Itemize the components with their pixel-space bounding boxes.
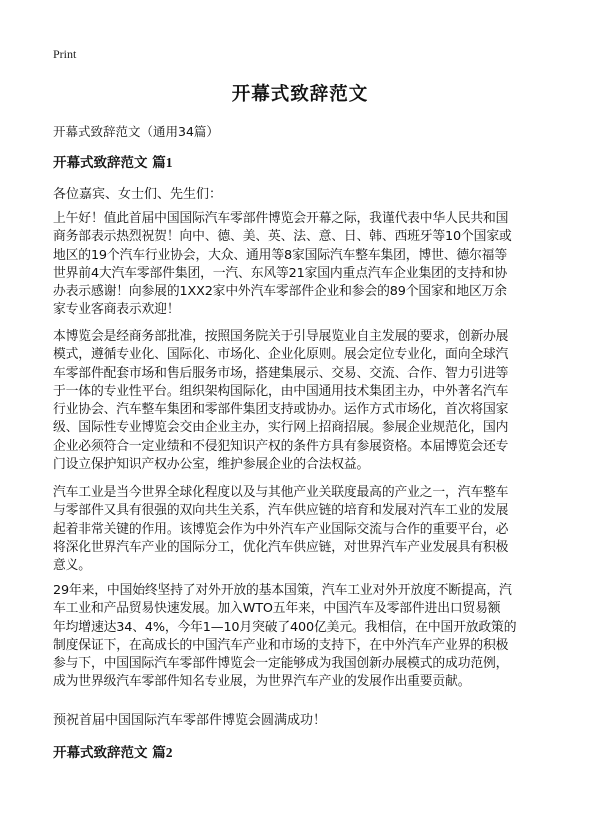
paragraph-line: 行业协会、汽车整车集团和零部件集团支持或协办。运作方式市场化，首次将国家 [53,402,509,418]
paragraph-2 [53,328,553,474]
paragraph-line: 汽车工业是当今世界全球化程度以及与其他产业关联度最高的产业之一，汽车整车 [53,485,509,500]
document-subtitle: 开幕式致辞范文（通用34篇） [53,124,219,139]
paragraph-1 [53,210,553,320]
greeting-line: 各位嘉宾、女士们、先生们： [53,187,223,202]
closing-line: 预祝首届中国国际汽车零部件博览会圆满成功！ [53,713,327,728]
paragraph-line: 上午好！值此首届中国国际汽车零部件博览会开幕之际，我谨代表中华人民共和国 [53,211,509,226]
paragraph-3 [53,484,553,575]
section-heading-2 [53,741,172,761]
paragraph-line: 车工业和产品贸易快速发展。加入WTO五年来，中国汽车及零部件进出口贸易额 [53,601,501,617]
print-label[interactable]: Print [53,47,77,61]
paragraph-line: 与零部件又具有很强的双向共生关系，汽车供应链的培育和发展对汽车工业的发展 [53,503,509,519]
paragraph-line: 本博览会是经商务部批准，按照国务院关于引导展览业自主发展的要求，创新办展 [53,329,509,344]
paragraph-line: 企业必须符合一定业绩和不侵犯知识产权的条件方具有参展资格。本届博览会还专 [53,438,509,454]
paragraph-line: 起着非常关键的作用。该博览会作为中外汽车产业国际交流与合作的重要平台，必 [53,521,509,537]
paragraph-line: 模式，遵循专业化、国际化、市场化、企业化原则。展会定位专业化，面向全球汽 [53,347,509,363]
section-heading-text: 开幕式致辞范文 篇 [53,745,166,761]
paragraph-line: 年均增速达34、4%，今年1—10月突破了400亿美元。我相信，在中国开放政策的 [53,619,517,635]
paragraph-line: 于一体的专业性平台。组织架构国际化，由中国通用技术集团主办，中外著名汽车 [53,383,509,399]
paragraph-line: 成为世界级汽车零部件知名专业展，为世界汽车产业的发展作出重要贡献。 [53,674,471,690]
page-title: 开幕式致辞范文 [231,84,369,105]
paragraph-line: 意义。 [53,558,91,574]
paragraph-line: 门设立保护知识产权办公室，维护参展企业的合法权益。 [53,457,370,473]
paragraph-line: 级、国际性专业博览会交由企业主办，实行网上招商招展。参展企业规范化，国内 [53,420,509,436]
paragraph-line: 制度保证下，在高成长的中国汽车产业和市场的支持下，在中外汽车产业界的积极 [53,637,509,653]
paragraph-line: 车零部件配套市场和售后服务市场，搭建集展示、交易、交流、合作、智力引进等 [53,365,509,381]
paragraph-line: 参与下，中国国际汽车零部件博览会一定能够成为我国创新办展模式的成功范例， [53,656,509,672]
paragraph-line: 29年来，中国始终坚持了对外开放的基本国策，汽车工业对外开放度不断提高，汽 [53,583,512,598]
paragraph-line: 地区的19个汽车行业协会，大众、通用等8家国际汽车整车集团，博世、德尔福等 [53,247,507,263]
paragraph-4 [53,582,553,692]
section-heading-1 [53,151,172,171]
section-heading-text: 开幕式致辞范文 篇 [53,155,166,171]
paragraph-line: 商务部表示热烈祝贺！向中、德、美、英、法、意、日、韩、西班牙等10个国家或 [53,229,512,245]
paragraph-line: 将深化世界汽车产业的国际分工，优化汽车供应链，对世界汽车产业发展具有积极 [53,539,509,555]
paragraph-line: 办表示感谢！向参展的1XX2家中外汽车零部件企业和参会的89个国家和地区万余 [53,284,507,300]
paragraph-line: 世界前4大汽车零部件集团，一汽、东风等21家国内重点汽车企业集团的支持和协 [53,265,507,281]
paragraph-line: 家专业客商表示欢迎！ [53,302,180,318]
section-heading-number: 1 [165,155,173,170]
section-heading-number: 2 [165,745,173,760]
